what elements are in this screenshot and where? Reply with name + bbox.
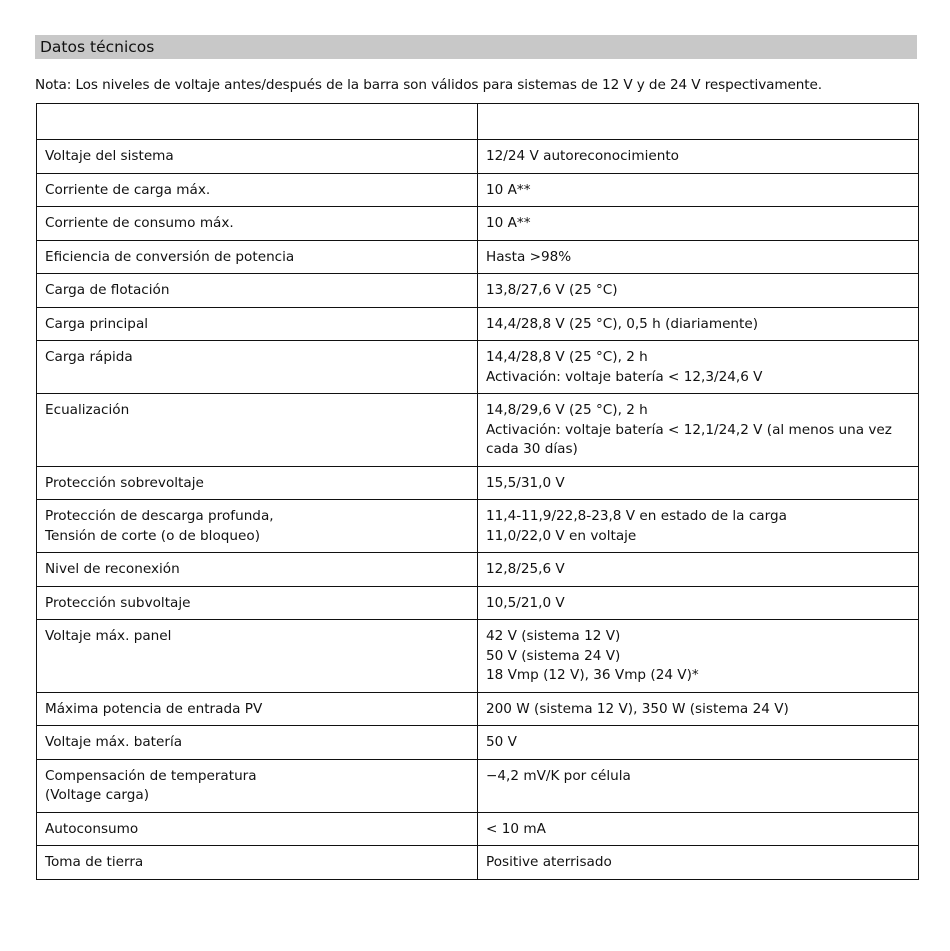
parameter-cell: [37, 274, 478, 308]
table-row: [37, 394, 919, 467]
value-cell: [478, 307, 919, 341]
parameter-text: Nivel de reconexión: [45, 561, 180, 577]
value-text: 10 A**: [486, 181, 531, 198]
table-row: [37, 140, 919, 174]
value-text: 14,8/29,6 V (25 °C), 2 h: [486, 402, 648, 418]
value-text: Activación: voltaje batería < 12,3/24,6 V: [486, 368, 763, 385]
value-cell: [478, 394, 919, 467]
value-text: 10,5/21,0 V: [486, 594, 565, 611]
value-text: cada 30 días): [486, 441, 578, 457]
table-row: [37, 500, 919, 553]
value-text: 50 V: [486, 734, 517, 750]
table-row: [37, 812, 919, 846]
parameter-text: Carga rápida: [45, 349, 133, 365]
value-text: 11,4-11,9/22,8-23,8 V en estado de la carga: [486, 508, 787, 524]
value-text: < 10 mA: [486, 820, 546, 837]
value-text: 10 A**: [486, 215, 531, 231]
value-cell: [478, 207, 919, 241]
parameter-cell: [37, 812, 478, 846]
header-cell-parameter: [37, 104, 478, 140]
table-row: [37, 692, 919, 726]
value-cell: [478, 759, 919, 812]
table-row: [37, 173, 919, 207]
table-row: [37, 466, 919, 500]
parameter-cell: [37, 726, 478, 760]
parameter-cell: [37, 692, 478, 726]
technical-data-table: [36, 103, 919, 880]
parameter-cell: [37, 307, 478, 341]
parameter-cell: [37, 586, 478, 620]
parameter-cell: [37, 500, 478, 553]
value-text: 50 V (sistema 24 V): [486, 647, 621, 664]
parameter-text: Compensación de temperatura: [45, 767, 257, 784]
parameter-cell: [37, 620, 478, 693]
value-text: Activación: voltaje batería < 12,1/24,2 V (al menos una vez: [486, 421, 892, 438]
table-row: [37, 586, 919, 620]
parameter-text: Autoconsumo: [45, 820, 139, 837]
table-row: [37, 307, 919, 341]
parameter-cell: [37, 394, 478, 467]
value-text: 200 W (sistema 12 V), 350 W (sistema 24 V): [486, 700, 789, 717]
value-cell: [478, 500, 919, 553]
value-cell: [478, 586, 919, 620]
table-row: [37, 726, 919, 760]
value-text: Positive aterrisado: [486, 854, 612, 870]
value-cell: [478, 620, 919, 693]
parameter-text: Voltaje máx. batería: [45, 734, 183, 750]
value-text: −4,2 mV/K por célula: [486, 767, 631, 784]
value-cell: [478, 812, 919, 846]
parameter-cell: [37, 173, 478, 207]
value-text: 15,5/31,0 V: [486, 474, 565, 491]
parameter-text: Voltaje máx. panel: [45, 628, 172, 644]
value-cell: [478, 140, 919, 174]
value-text: 14,4/28,8 V (25 °C), 2 h: [486, 349, 648, 365]
value-cell: [478, 466, 919, 500]
table-row: [37, 207, 919, 241]
section-title: Datos técnicos: [35, 35, 917, 59]
parameter-cell: [37, 240, 478, 274]
header-cell-value: [478, 104, 919, 140]
value-cell: [478, 553, 919, 587]
value-text: 18 Vmp (12 V), 36 Vmp (24 V)*: [486, 667, 699, 683]
value-text: 14,4/28,8 V (25 °C), 0,5 h (diariamente): [486, 315, 759, 332]
value-cell: [478, 173, 919, 207]
value-text: 12/24 V autoreconocimiento: [486, 148, 679, 164]
parameter-cell: [37, 466, 478, 500]
parameter-text: Toma de tierra: [45, 854, 144, 870]
value-cell: [478, 240, 919, 274]
parameter-text: Protección de descarga profunda,: [45, 508, 274, 524]
parameter-text: Carga de flotación: [45, 282, 170, 298]
table-row: [37, 240, 919, 274]
value-text: 12,8/25,6 V: [486, 561, 565, 577]
value-cell: [478, 274, 919, 308]
parameter-cell: [37, 759, 478, 812]
value-text: 13,8/27,6 V (25 °C): [486, 282, 618, 298]
parameter-text: Eficiencia de conversión de potencia: [45, 248, 295, 265]
parameter-text: (Voltage carga): [45, 787, 150, 803]
value-cell: [478, 692, 919, 726]
parameter-text: Corriente de carga máx.: [45, 181, 211, 198]
value-cell: [478, 341, 919, 394]
parameter-cell: [37, 553, 478, 587]
parameter-text: Corriente de consumo máx.: [45, 215, 234, 231]
parameter-text: Carga principal: [45, 315, 149, 332]
table-row: [37, 341, 919, 394]
table-row: [37, 274, 919, 308]
parameter-cell: [37, 846, 478, 880]
parameter-text: Máxima potencia de entrada PV: [45, 700, 263, 717]
parameter-cell: [37, 341, 478, 394]
value-text: 11,0/22,0 V en voltaje: [486, 527, 637, 544]
parameter-cell: [37, 140, 478, 174]
value-text: 42 V (sistema 12 V): [486, 628, 621, 644]
value-cell: [478, 846, 919, 880]
table-row: [37, 846, 919, 880]
table-row: [37, 759, 919, 812]
table-row: [37, 553, 919, 587]
parameter-cell: [37, 207, 478, 241]
parameter-text: Tensión de corte (o de bloqueo): [45, 527, 260, 544]
parameter-text: Protección subvoltaje: [45, 594, 191, 611]
value-cell: [478, 726, 919, 760]
table-header-row: [37, 104, 919, 140]
value-text: Hasta >98%: [486, 248, 572, 265]
parameter-text: Voltaje del sistema: [45, 148, 174, 164]
voltage-note: Nota: Los niveles de voltaje antes/después de la barra son válidos para sistemas de 12 V y de 24 V respectivamente.: [35, 77, 823, 93]
parameter-text: Ecualización: [45, 402, 130, 418]
parameter-text: Protección sobrevoltaje: [45, 474, 204, 491]
table-row: [37, 620, 919, 693]
